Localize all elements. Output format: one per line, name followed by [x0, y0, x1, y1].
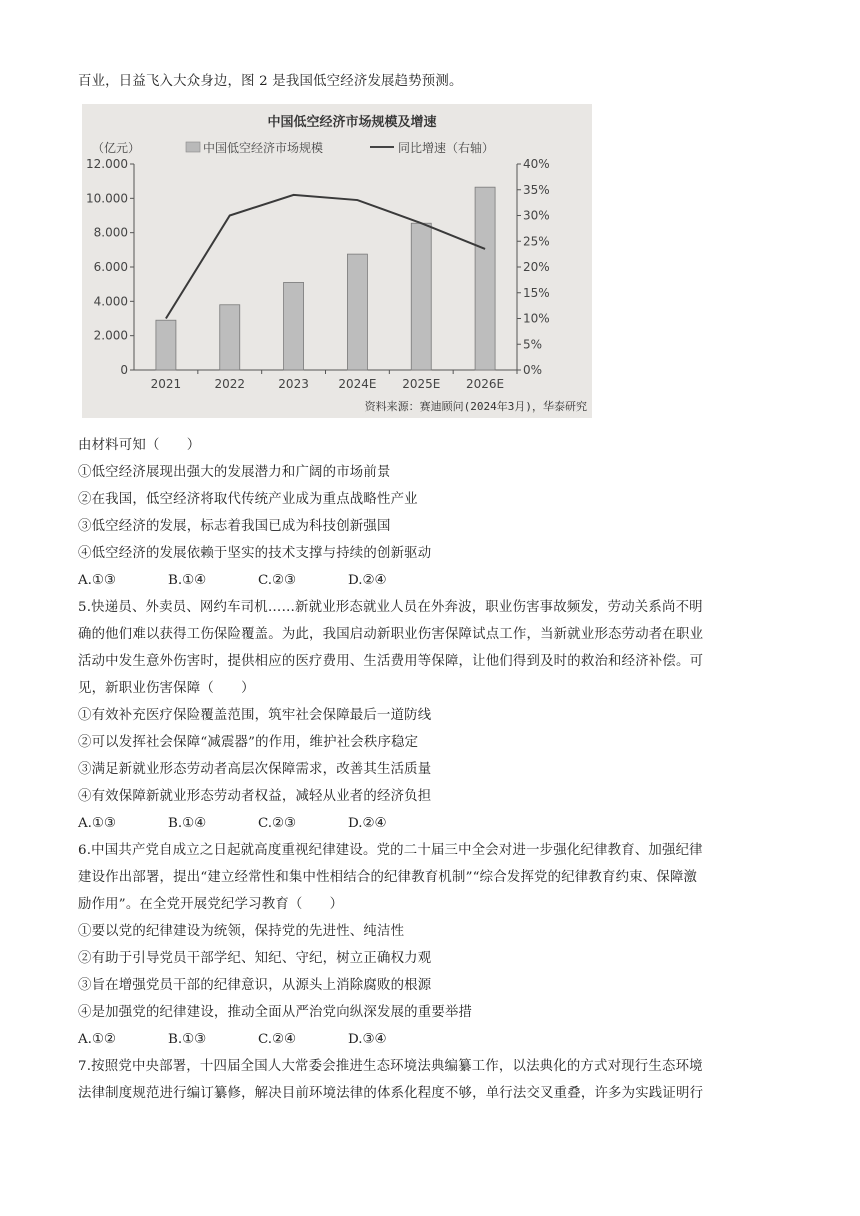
bar	[475, 187, 495, 370]
legend-line-label: 同比增速（右轴）	[398, 141, 495, 155]
y-right-tick-label: 0%	[523, 363, 543, 377]
y-right-tick-label: 5%	[523, 337, 543, 352]
bar	[284, 282, 304, 370]
x-tick-label: 2024E	[338, 377, 377, 391]
bar	[156, 320, 176, 370]
q5-line-2: 确的他们难以获得工伤保险覆盖。为此，我国启动新职业伤害保障试点工作，当新就业形态劳动者在职业	[78, 627, 704, 642]
y-left-unit: （亿元）	[92, 141, 141, 155]
y-left-tick-label: 2.000	[93, 328, 128, 343]
q6-item-1: ①要以党的纪律建设为统领，保持党的先进性、纯洁性	[78, 924, 405, 939]
q6-item-3: ③旨在增强党员干部的纪律意识，从源头上消除腐败的根源	[78, 978, 432, 993]
x-tick-label: 2023	[278, 377, 309, 391]
q5-item-3: ③满足新就业形态劳动者高层次保障需求，改善其生活质量	[78, 762, 432, 777]
q4-item-4: ④低空经济的发展依赖于坚实的技术支撑与持续的创新驱动	[78, 546, 432, 561]
x-tick-label: 2026E	[466, 377, 505, 391]
bar	[220, 305, 240, 370]
q6-line-1: 6.中国共产党自成立之日起就高度重视纪律建设。党的二十届三中全会对进一步强化纪律教育、加强纪律	[78, 843, 703, 858]
q5-option-a[interactable]: A.①③	[78, 816, 116, 831]
q6-line-2: 建设作出部署，提出“建立经常性和集中性相结合的纪律教育机制”“综合发挥党的纪律教育约束、保障激	[78, 870, 698, 885]
y-left-tick-label: 8.000	[93, 225, 128, 240]
q5-item-4: ④有效保障新就业形态劳动者权益，减轻从业者的经济负担	[78, 789, 432, 804]
q6-option-b[interactable]: B.①③	[168, 1032, 207, 1047]
y-right-tick-label: 15%	[523, 285, 550, 300]
q6-option-c[interactable]: C.②④	[258, 1032, 297, 1047]
y-right-tick-label: 10%	[523, 311, 550, 326]
q4-option-d[interactable]: D.②④	[348, 573, 387, 588]
q6-item-2: ②有助于引导党员干部学纪、知纪、守纪，树立正确权力观	[78, 951, 432, 966]
q4-stem: 由材料可知（ ）	[78, 438, 201, 453]
y-right-tick-label: 40%	[523, 157, 550, 171]
q4-item-2: ②在我国，低空经济将取代传统产业成为重点战略性产业	[78, 492, 418, 507]
chart-svg	[82, 104, 592, 418]
q6-option-d[interactable]: D.③④	[348, 1032, 387, 1047]
y-left-tick-label: 6.000	[93, 260, 128, 274]
y-left-tick-label: 4.000	[93, 294, 128, 309]
q4-item-1: ①低空经济展现出强大的发展潜力和广阔的市场前景	[78, 465, 391, 480]
q5-item-2: ②可以发挥社会保障“减震器”的作用，维护社会秩序稳定	[78, 735, 419, 750]
q7-line-2: 法律制度规范进行编订纂修，解决目前环境法律的体系化程度不够，单行法交叉重叠，许多为实践证明行	[78, 1086, 704, 1101]
growth-line	[166, 195, 485, 319]
q5-line-3: 活动中发生意外伤害时，提供相应的医疗费用、生活费用等保障，让他们得到及时的救治和经济补偿。可	[78, 654, 704, 669]
q5-line-4: 见，新职业伤害保障（ ）	[78, 681, 255, 696]
chart-figure	[82, 104, 592, 418]
q4-option-b[interactable]: B.①④	[168, 573, 207, 588]
q5-line-1: 5.快递员、外卖员、网约车司机……新就业形态就业人员在外奔波，职业伤害事故频发，劳动关系尚不明	[78, 600, 703, 615]
legend-bar-swatch	[186, 142, 200, 152]
x-tick-label: 2022	[214, 377, 246, 391]
y-left-tick-label: 0	[120, 363, 128, 377]
q4-item-3: ③低空经济的发展，标志着我国已成为科技创新强国	[78, 519, 391, 534]
q6-item-4: ④是加强党的纪律建设，推动全面从严治党向纵深发展的重要举措	[78, 1005, 473, 1020]
bar	[347, 254, 367, 370]
q5-item-1: ①有效补充医疗保险覆盖范围，筑牢社会保障最后一道防线	[78, 708, 432, 723]
y-right-tick-label: 35%	[523, 182, 550, 197]
y-right-tick-label: 30%	[523, 208, 550, 223]
q5-option-c[interactable]: C.②③	[258, 816, 297, 831]
chart-title: 中国低空经济市场规模及增速	[267, 115, 437, 130]
y-right-tick-label: 25%	[523, 234, 550, 249]
q7-line-1: 7.按照党中央部署，十四届全国人大常委会推进生态环境法典编纂工作，以法典化的方式对现行生态环境	[78, 1059, 703, 1074]
intro-line: 百业，日益飞入大众身边，图 2 是我国低空经济发展趋势预测。	[78, 74, 463, 89]
q4-option-c[interactable]: C.②③	[258, 573, 297, 588]
y-left-tick-label: 10.000	[86, 191, 128, 206]
y-left-tick-label: 12.000	[86, 157, 128, 171]
x-tick-label: 2021	[150, 377, 182, 391]
legend-bar-label: 中国低空经济市场规模	[203, 141, 324, 155]
q6-option-a[interactable]: A.①②	[78, 1032, 116, 1047]
y-right-tick-label: 20%	[523, 260, 550, 274]
q5-option-b[interactable]: B.①④	[168, 816, 207, 831]
q6-line-3: 励作用”。在全党开展党纪学习教育（ ）	[78, 897, 344, 912]
chart-source: 资料来源：赛迪顾问(2024年3月)，华泰研究	[364, 400, 587, 413]
q4-option-a[interactable]: A.①③	[78, 573, 116, 588]
x-tick-label: 2025E	[402, 377, 441, 391]
q5-option-d[interactable]: D.②④	[348, 816, 387, 831]
bar	[411, 223, 431, 370]
